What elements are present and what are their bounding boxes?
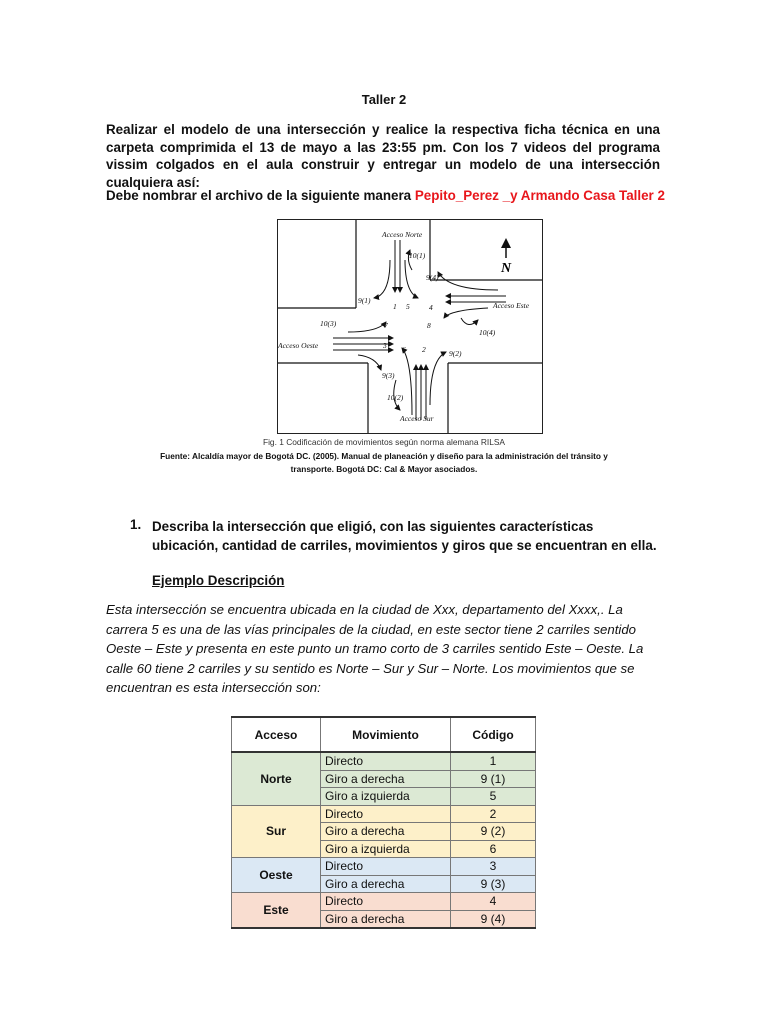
figure-source: Fuente: Alcaldía mayor de Bogotá DC. (2005). Manual de planeación y diseño para la administración del tránsito y transporte. Bogotá DC: Cal & Mayor asociados. (160, 451, 608, 474)
acceso-cell: Este (232, 893, 321, 929)
label-acceso-este: Acceso Este (493, 301, 530, 310)
label-m8: 8 (427, 321, 431, 330)
label-m3: 3 (383, 341, 387, 350)
intro-paragraph: Realizar el modelo de una intersección y realice la respectiva ficha técnica en una carpeta comprimida el 13 de mayo a las 23:55 pm. Con los 7 videos del programa vissim colgados en el aula construir y entregar un modelo de una intersección cualquiera así: (106, 122, 660, 190)
label-m1: 1 (393, 302, 397, 311)
label-m2: 2 (422, 345, 426, 354)
north-arrow-icon (501, 238, 511, 258)
label-m9-4: 9(4) (426, 273, 439, 282)
intersection-figure (277, 219, 543, 434)
acceso-cell: Norte (232, 752, 321, 805)
label-m10-1: 10(1) (409, 251, 426, 260)
movimiento-cell: Directo (321, 805, 451, 823)
label-m9-3: 9(3) (382, 371, 395, 380)
group-este (232, 893, 536, 929)
question-number: 1. (130, 517, 142, 532)
north-label: N (500, 261, 512, 276)
header-codigo: Código (451, 717, 536, 752)
acceso-cell: Sur (232, 805, 321, 858)
naming-prefix: Debe nombrar el archivo de la siguiente manera (106, 188, 415, 203)
movimiento-cell: Directo (321, 893, 451, 911)
example-title: Ejemplo Descripción (152, 573, 285, 588)
example-description: Esta intersección se encuentra ubicada en la ciudad de Xxx, departamento del Xxxx,. La carrera 5 es una de las vías principales de la ciudad, en este sector tiene 2 carriles sentido Oeste – Este y presenta en este punto un tramo corto de 3 carriles sentido Este – Oeste. La calle 60 tiene 2 carriles y su sentido es Norte – Sur y Sur – Norte. Los movimientos que se encuentran es esta intersección son: (106, 602, 644, 696)
codigo-cell: 1 (451, 752, 536, 770)
table-row (232, 752, 536, 770)
acceso-cell: Oeste (232, 858, 321, 893)
movimiento-cell: Giro a izquierda (321, 788, 451, 806)
movimiento-cell: Directo (321, 752, 451, 770)
label-m10-4: 10(4) (479, 328, 496, 337)
figure-caption: Fig. 1 Codificación de movimientos según norma alemana RILSA (262, 437, 506, 447)
codigo-cell: 9 (2) (451, 823, 536, 841)
codigo-cell: 3 (451, 858, 536, 876)
codigo-cell: 2 (451, 805, 536, 823)
codigo-cell: 4 (451, 893, 536, 911)
label-acceso-sur: Acceso Sur (400, 414, 434, 423)
label-m5: 5 (406, 302, 410, 311)
label-acceso-norte: Acceso Norte (382, 230, 423, 239)
movimiento-cell: Giro a derecha (321, 910, 451, 928)
group-sur (232, 805, 536, 858)
header-acceso: Acceso (232, 717, 321, 752)
codigo-cell: 5 (451, 788, 536, 806)
movimiento-cell: Directo (321, 858, 451, 876)
label-acceso-oeste: Acceso Oeste (278, 341, 319, 350)
codigo-cell: 9 (4) (451, 910, 536, 928)
movimiento-cell: Giro a derecha (321, 823, 451, 841)
movimiento-cell: Giro a izquierda (321, 840, 451, 858)
group-oeste (232, 858, 536, 893)
table-header-row (232, 717, 536, 752)
naming-instruction (106, 188, 665, 203)
codigo-cell: 9 (1) (451, 770, 536, 788)
label-m4: 4 (429, 303, 433, 312)
label-m9-2: 9(2) (449, 349, 462, 358)
label-m6: 6 (402, 345, 406, 354)
page-title: Taller 2 (361, 92, 407, 107)
codigo-cell: 9 (3) (451, 875, 536, 893)
table-row (232, 805, 536, 823)
header-movimiento: Movimiento (321, 717, 451, 752)
table-row (232, 893, 536, 911)
table-row (232, 858, 536, 876)
naming-example: Pepito_Perez _y Armando Casa Taller 2 (414, 188, 665, 203)
label-m10-3: 10(3) (320, 319, 337, 328)
codigo-cell: 6 (451, 840, 536, 858)
question-text: Describa la intersección que eligió, con las siguientes características ubicación, cantidad de carriles, movimientos y giros que se encuentran en ella. (152, 519, 657, 553)
movimiento-cell: Giro a derecha (321, 770, 451, 788)
intersection-diagram (278, 220, 542, 433)
group-norte (232, 752, 536, 805)
label-m10-2: 10(2) (387, 393, 404, 402)
movements-table (231, 716, 536, 929)
label-m9-1: 9(1) (358, 296, 371, 305)
movimiento-cell: Giro a derecha (321, 875, 451, 893)
label-m7: 7 (384, 321, 388, 330)
